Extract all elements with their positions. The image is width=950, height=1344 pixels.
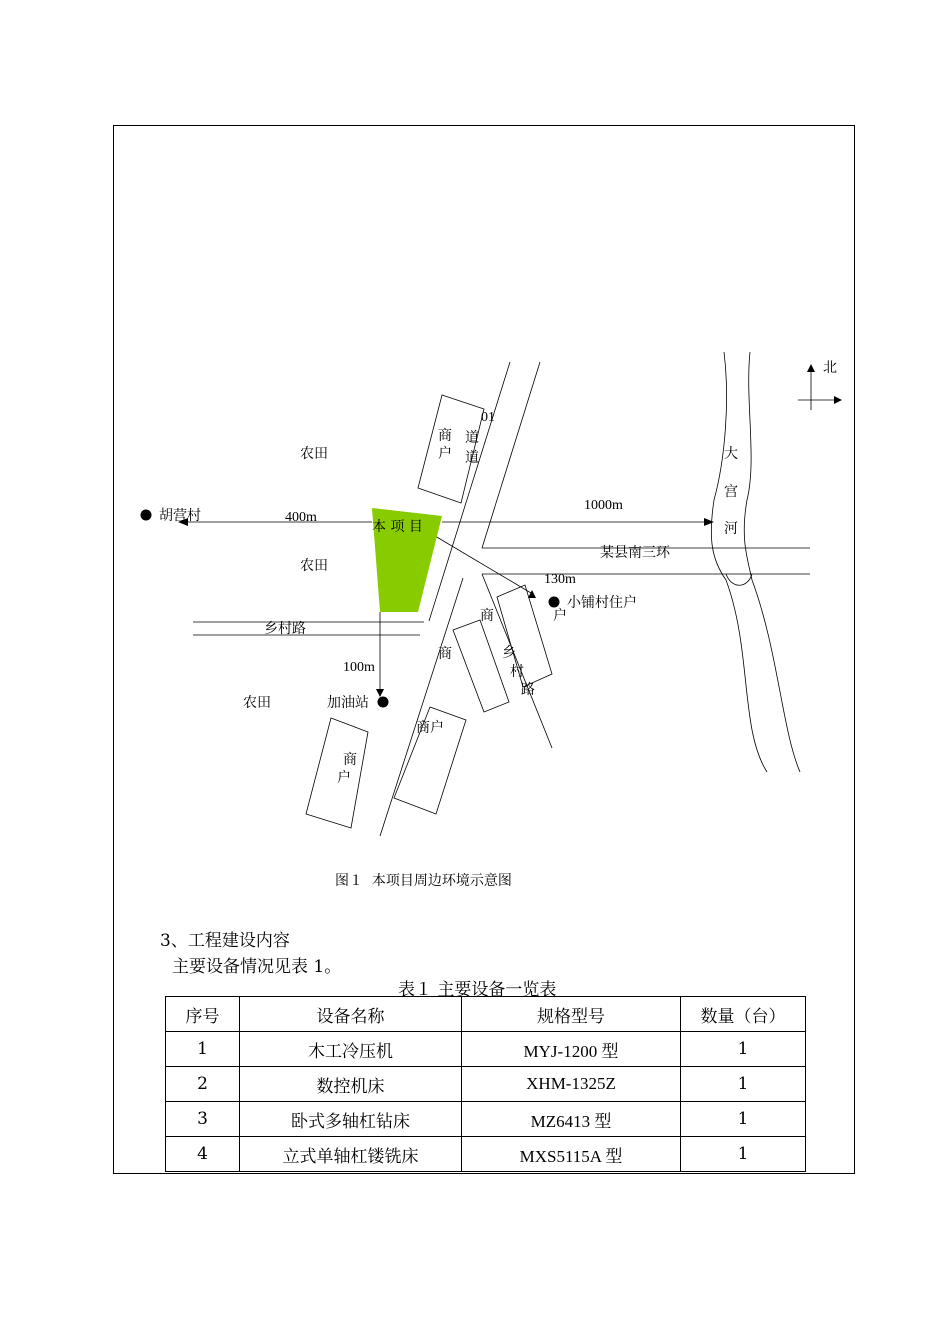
compass-east-arrow-icon [834, 396, 842, 404]
huying-village-marker-icon [141, 510, 152, 521]
arrow-south-icon [376, 689, 384, 697]
main-road-left-edge [429, 362, 510, 621]
cell-index: 2 [166, 1067, 240, 1102]
cell-quantity: 1 [681, 1102, 806, 1137]
header-model: 规格型号 [462, 997, 681, 1032]
road-label-1: 道 [465, 430, 479, 446]
line-130m [430, 533, 531, 593]
cell-name: 木工冷压机 [240, 1032, 462, 1067]
ring-road-label: 某县南三环 [600, 545, 670, 561]
cell-model: XHM-1325Z [462, 1067, 681, 1102]
table-row [166, 1067, 806, 1102]
shop-label-southwest-1: 商 [343, 752, 357, 768]
river-bridge-curve [726, 574, 752, 585]
river-west-bank [711, 352, 767, 772]
project-label: 本 项 目 [372, 519, 423, 535]
river-label-3: 河 [724, 521, 738, 537]
shop-label-north-1: 商 [438, 428, 452, 444]
gas-station-label: 加油站 [327, 695, 369, 711]
cell-quantity: 1 [681, 1067, 806, 1102]
cell-name: 卧式多轴杠钻床 [240, 1102, 462, 1137]
distance-1000m: 1000m [584, 498, 623, 513]
section-heading: 3、工程建设内容 [160, 931, 290, 951]
distance-100m: 100m [343, 660, 375, 675]
distance-130m: 130m [544, 572, 576, 587]
farmland-label-1: 农田 [300, 446, 328, 462]
cell-index: 4 [166, 1137, 240, 1172]
village-road-char-3: 路 [521, 682, 535, 698]
table-row [166, 1137, 806, 1172]
header-quantity: 数量（台） [681, 997, 806, 1032]
shop-label-east-1: 商 [480, 608, 494, 624]
shop-block-middle [453, 620, 509, 712]
intro-text: 主要设备情况见表 1。 [172, 957, 342, 977]
farmland-label-3: 农田 [243, 695, 271, 711]
huying-village-label: 胡营村 [159, 508, 201, 524]
cell-quantity: 1 [681, 1032, 806, 1067]
cell-name: 数控机床 [240, 1067, 462, 1102]
cell-index: 1 [166, 1032, 240, 1067]
shop-label-southwest-2: 户 [337, 770, 351, 786]
cell-model: MZ6413 型 [462, 1102, 681, 1137]
south-road-left-edge [380, 578, 463, 836]
river-east-bank [744, 352, 800, 772]
table-row [166, 1102, 806, 1137]
route-label: 01 [481, 410, 495, 425]
village-road-char-1: 乡 [502, 645, 516, 661]
xiaopu-residents-label: 小铺村住户 [567, 595, 637, 611]
table-header-row [166, 997, 806, 1032]
shop-block-east [497, 585, 552, 687]
table-row [166, 1032, 806, 1067]
road-label-2: 道 [465, 450, 479, 466]
north-label: 北 [823, 360, 837, 376]
south-road-right-edge [482, 574, 552, 748]
xiaopu-village-marker-icon [549, 597, 560, 608]
cell-quantity: 1 [681, 1137, 806, 1172]
river-label-1: 大 [724, 446, 738, 462]
arrow-east-icon [704, 518, 714, 526]
farmland-label-2: 农田 [300, 558, 328, 574]
cell-index: 3 [166, 1102, 240, 1137]
cell-model: MYJ-1200 型 [462, 1032, 681, 1067]
gas-station-marker-icon [378, 697, 389, 708]
village-road-char-2: 村 [510, 664, 524, 680]
shop-label-north-2: 户 [438, 446, 452, 462]
cell-model: MXS5115A 型 [462, 1137, 681, 1172]
shop-label-middle: 商 [438, 646, 452, 662]
river-label-2: 宫 [724, 484, 738, 500]
table-title: 表１ 主要设备一览表 [398, 980, 557, 1000]
equipment-table [165, 996, 806, 1172]
shop-label-east-2: 户 [553, 608, 567, 624]
distance-400m: 400m [285, 510, 317, 525]
compass-north-arrow-icon [807, 364, 815, 372]
main-road-right-edge [482, 362, 540, 548]
header-index: 序号 [166, 997, 240, 1032]
figure-caption: 图１ 本项目周边环境示意图 [335, 873, 512, 889]
arrow-130m-icon [528, 590, 536, 598]
village-road-label: 乡村路 [264, 621, 306, 637]
header-name: 设备名称 [240, 997, 462, 1032]
cell-name: 立式单轴杠镂铣床 [240, 1137, 462, 1172]
shop-label-south: 商户 [416, 720, 444, 736]
